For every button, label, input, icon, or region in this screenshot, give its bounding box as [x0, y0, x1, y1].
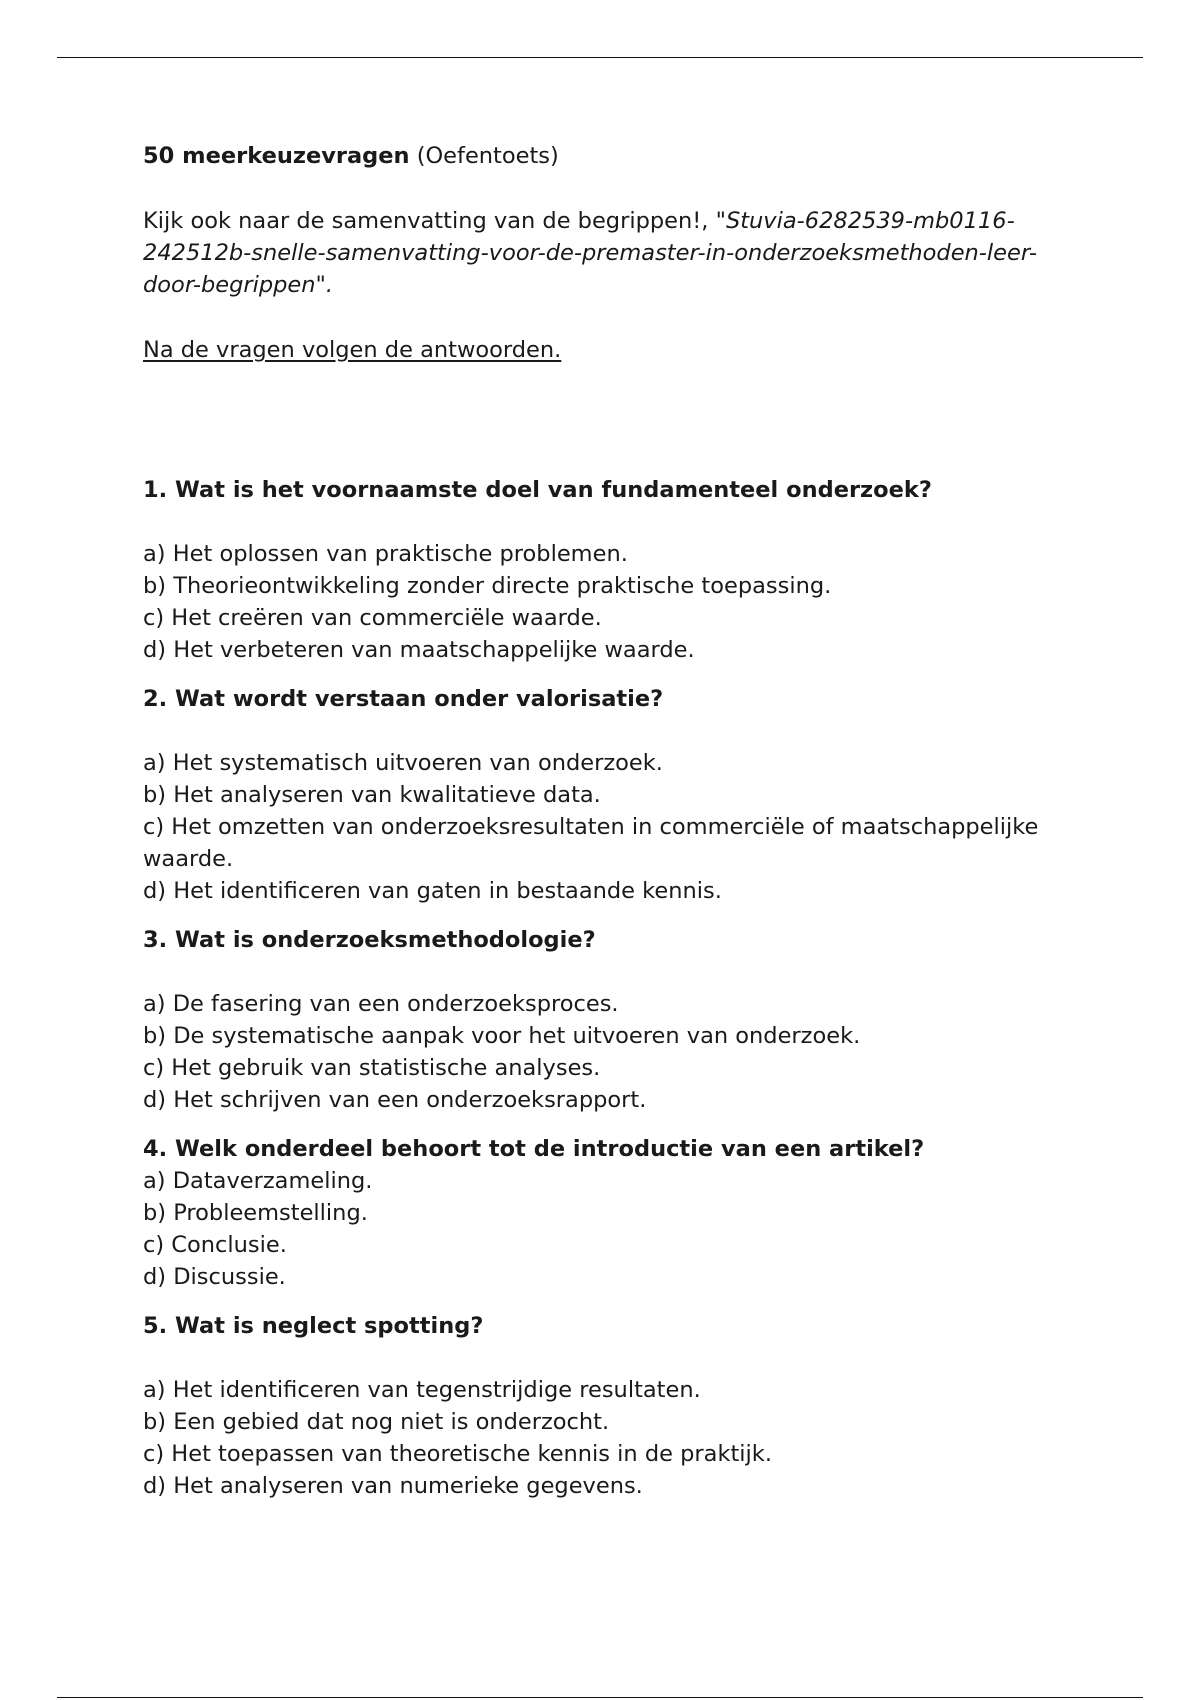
option-c: c) Conclusie. [143, 1232, 287, 1258]
bottom-rule [57, 1697, 1143, 1698]
option-list [143, 1374, 1083, 1502]
question-1 [143, 474, 1083, 666]
option-d: d) Het identificeren van gaten in bestaande kennis. [143, 878, 722, 904]
option-b: b) Theorieontwikkeling zonder directe praktische toepassing. [143, 573, 832, 599]
option-d: d) Het verbeteren van maatschappelijke waarde. [143, 637, 695, 663]
question-title: 4. Welk onderdeel behoort tot de introductie van een artikel? [143, 1136, 925, 1162]
title-bold: 50 meerkeuzevragen [143, 143, 410, 169]
option-d: d) Het analyseren van numerieke gegevens. [143, 1473, 643, 1499]
question-2 [143, 683, 1083, 907]
intro-reference: "Stuvia-6282539-mb0116-242512b-snelle-samenvatting-voor-de-premaster-in-onderzoeksmethoden-leer-door-begrippen". [143, 208, 1038, 298]
document-page [143, 140, 1083, 1502]
option-list [143, 1165, 1083, 1293]
option-b: b) Het analyseren van kwalitatieve data. [143, 782, 601, 808]
document-title [143, 140, 1083, 172]
title-subtitle: (Oefentoets) [416, 143, 559, 169]
option-a: a) De fasering van een onderzoeksproces. [143, 991, 619, 1017]
option-list [143, 538, 1083, 666]
option-c: c) Het omzetten van onderzoeksresultaten in commerciële of maatschappelijke waarde. [143, 814, 1039, 872]
question-title: 5. Wat is neglect spotting? [143, 1313, 484, 1339]
option-b: b) Een gebied dat nog niet is onderzocht. [143, 1409, 610, 1435]
intro-text: Kijk ook naar de samenvatting van de begrippen!, [143, 208, 716, 234]
question-4 [143, 1133, 1083, 1293]
option-a: a) Dataverzameling. [143, 1168, 373, 1194]
option-a: a) Het systematisch uitvoeren van onderzoek. [143, 750, 663, 776]
option-list [143, 988, 1083, 1116]
question-5 [143, 1310, 1083, 1502]
option-b: b) De systematische aanpak voor het uitvoeren van onderzoek. [143, 1023, 861, 1049]
option-d: d) Discussie. [143, 1264, 286, 1290]
option-c: c) Het toepassen van theoretische kennis in de praktijk. [143, 1441, 772, 1467]
intro-paragraph [143, 205, 1083, 301]
option-list [143, 747, 1083, 907]
question-title: 3. Wat is onderzoeksmethodologie? [143, 927, 596, 953]
option-a: a) Het oplossen van praktische problemen. [143, 541, 628, 567]
question-list [143, 474, 1083, 1502]
option-b: b) Probleemstelling. [143, 1200, 368, 1226]
option-a: a) Het identificeren van tegenstrijdige resultaten. [143, 1377, 701, 1403]
option-c: c) Het gebruik van statistische analyses. [143, 1055, 601, 1081]
answers-note: Na de vragen volgen de antwoorden. [143, 337, 562, 363]
option-c: c) Het creëren van commerciële waarde. [143, 605, 602, 631]
option-d: d) Het schrijven van een onderzoeksrapport. [143, 1087, 647, 1113]
question-3 [143, 924, 1083, 1116]
top-rule [57, 57, 1143, 58]
question-title: 2. Wat wordt verstaan onder valorisatie? [143, 686, 664, 712]
question-title: 1. Wat is het voornaamste doel van fundamenteel onderzoek? [143, 477, 932, 503]
